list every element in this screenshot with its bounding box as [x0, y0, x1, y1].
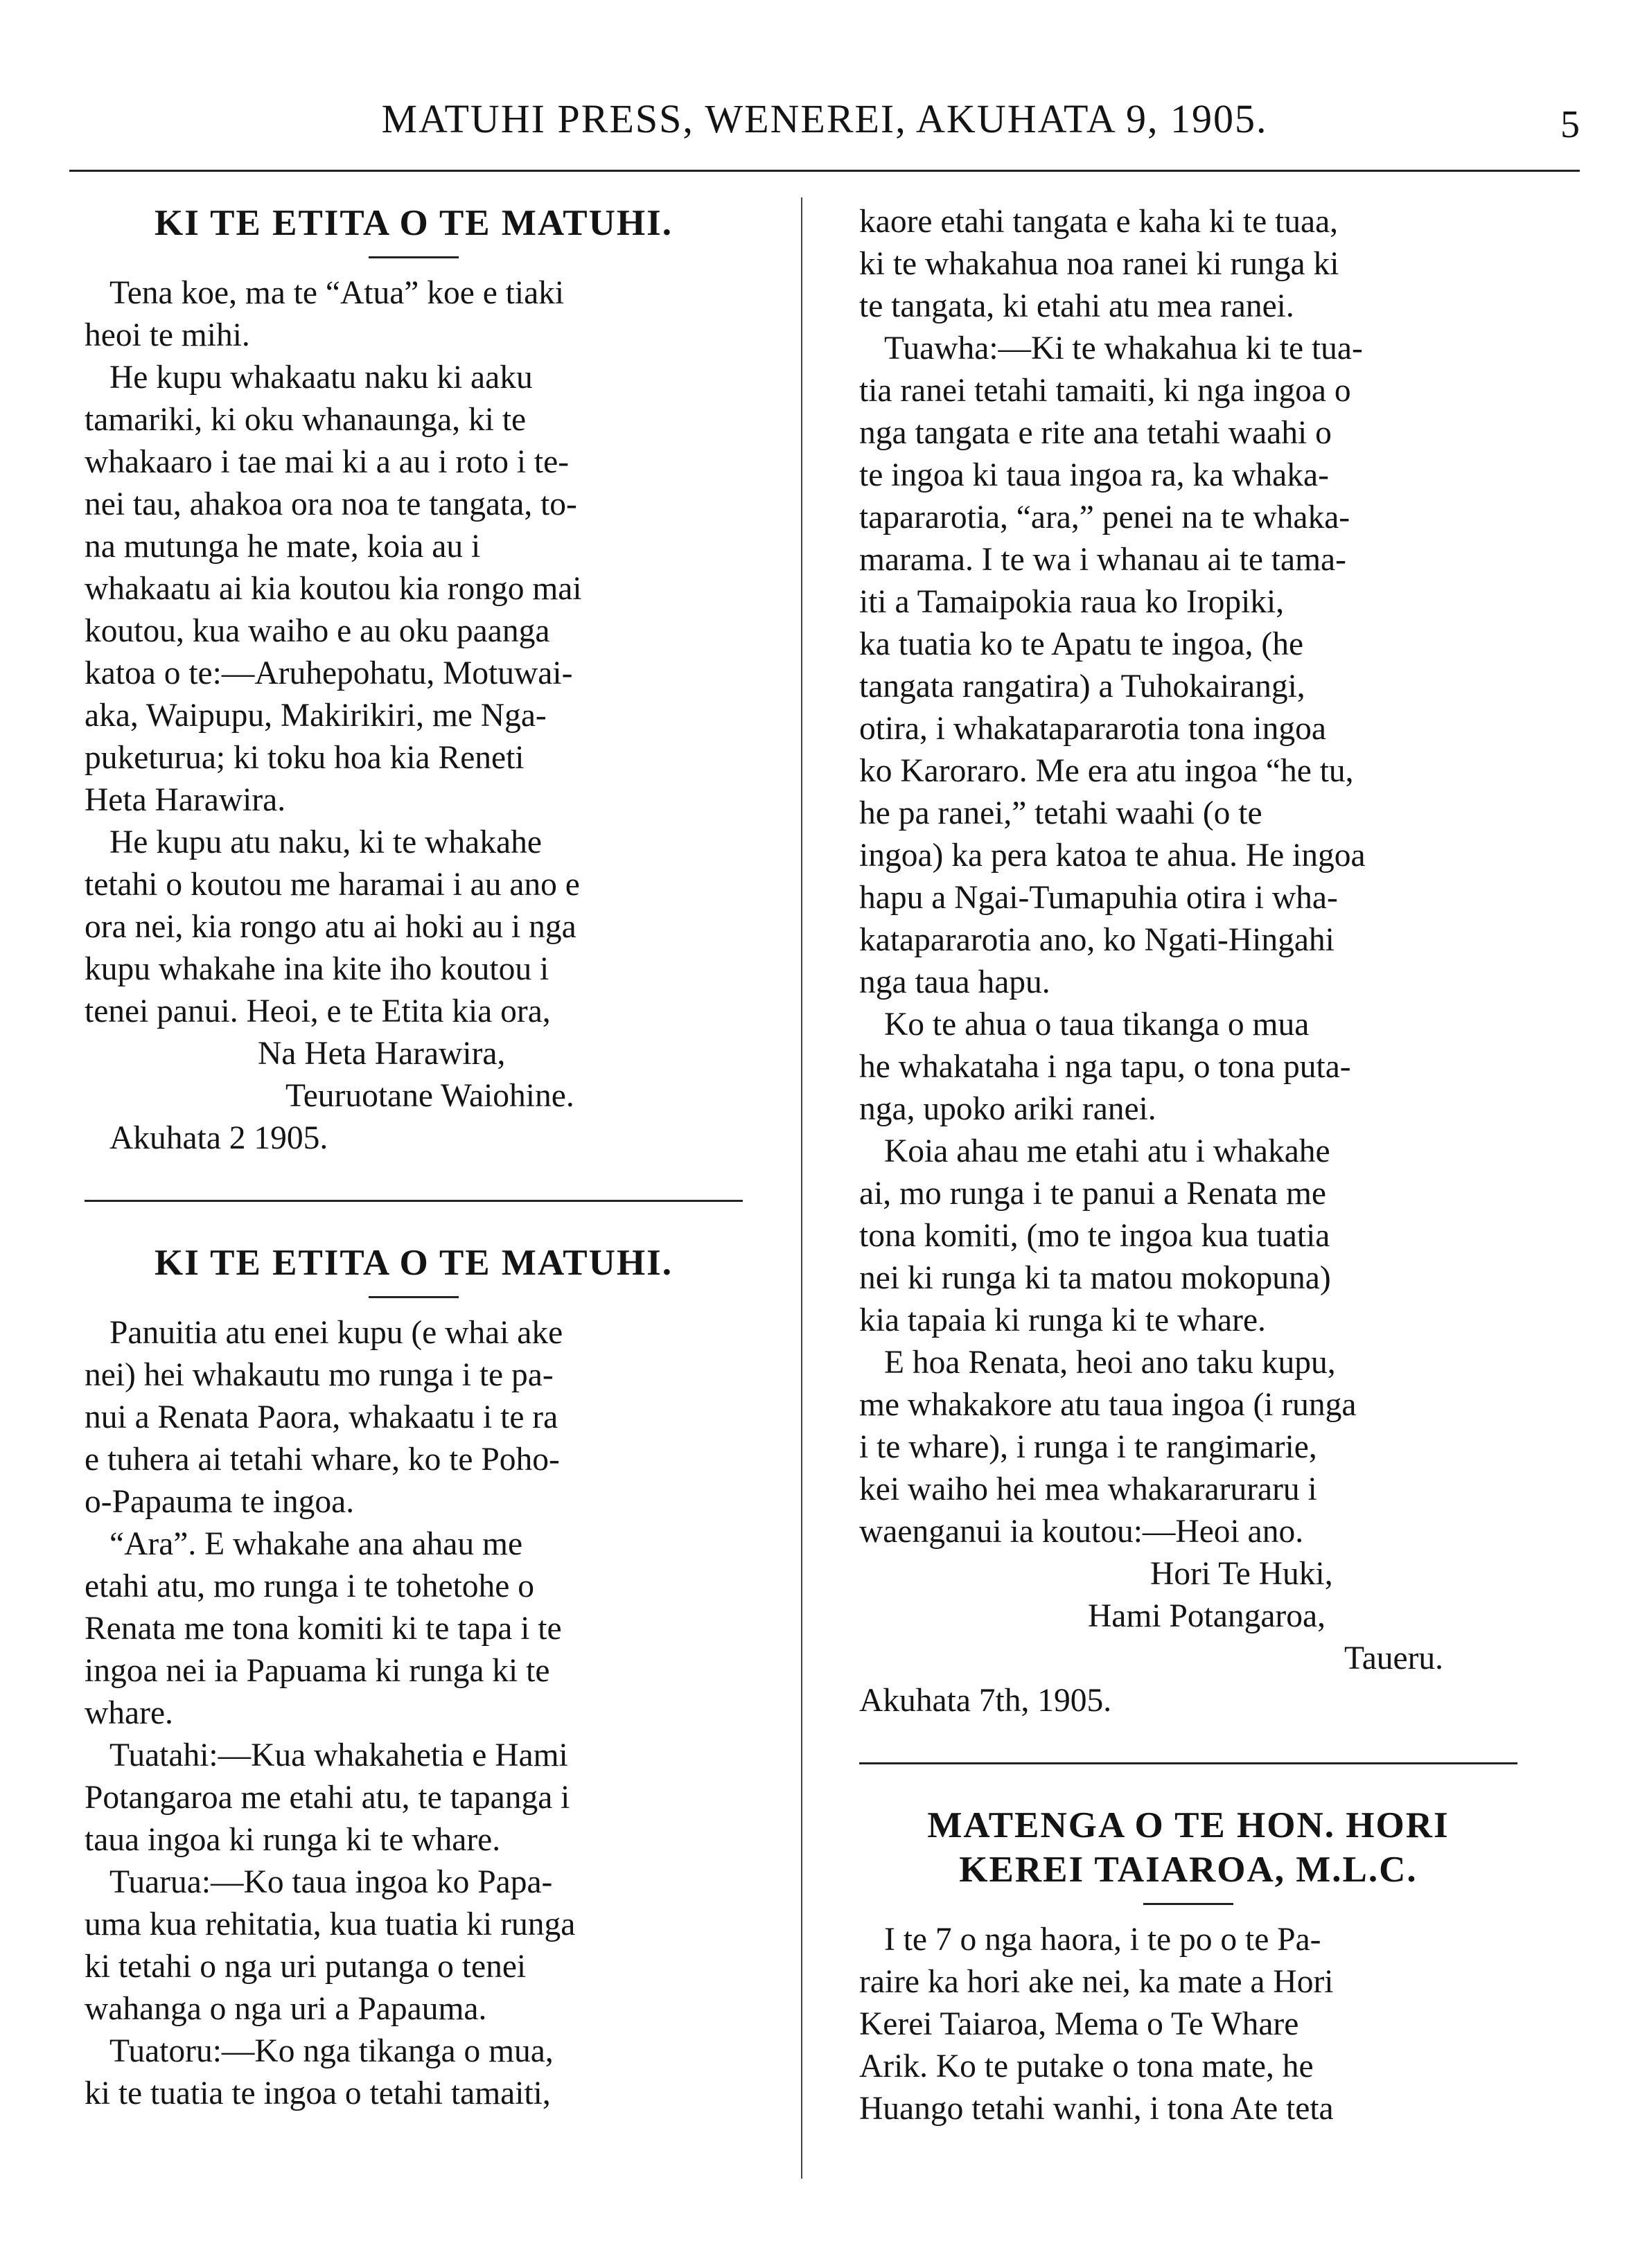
section-title: KI TE ETITA O TE MATUHI.: [155, 203, 673, 243]
signature-name: Hami Potangaroa,: [1088, 1598, 1326, 1634]
paragraph: “Ara”. E whakahe ana ahau me etahi atu, mo runga i te tohetohe o Renata me tona komiti ki te tapa i te ingoa nei ia Papuama ki runga ki te whare.: [85, 1526, 562, 1731]
obituary-article: [859, 1803, 1517, 2130]
paragraph: E hoa Renata, heoi ano taku kupu, me whakakore atu taua ingoa (i runga i te whare), i runga i te rangimarie, kei waiho hei mea whakararuraru i waenganui ia koutou:—Heoi ano.: [859, 1345, 1357, 1550]
right-column: [859, 201, 1517, 2130]
letter-continued: [859, 201, 1517, 1722]
letter-to-editor-2: [85, 1241, 743, 2115]
paragraph: Tuatoru:—Ko nga tikanga o mua, ki te tuatia te ingoa o tetahi tamaiti,: [85, 2033, 554, 2111]
title-rule: [369, 1296, 459, 1298]
paragraph: He kupu whakaatu naku ki aaku tamariki, ki oku whanaunga, ki te whakaaro i tae mai ki a au i roto i te- nei tau, ahakoa ora noa te tangata, to- na mutunga he mate, koia au i whakaatu ai kia koutou kia rongo mai koutou, kua waiho e au oku paanga katoa o te:—Aruhepohatu, Motuwai- aka, Waipupu, Makirikiri, me Nga- puketurua; ki toku hoa kia Reneti Heta Harawira.: [85, 360, 582, 818]
page-header: [69, 83, 1580, 159]
paragraph: Tuawha:—Ki te whakahua ki te tua- tia ranei tetahi tamaiti, ki nga ingoa o nga tangata e rite ana tetahi waahi o te ingoa ki taua ingoa ra, ka whaka- tapararotia, “ara,” penei na te whaka- marama. I te wa i whanau ai te tama- iti a Tamaipokia raua ko Iropiki, ka tuatia ko te Apatu te ingoa, (he tangata rangatira) a Tuhokairangi, otira, i whakatapararotia tona ingoa ko Karoraro. Me era atu ingoa “he tu, he pa ranei,” tetahi waahi (o te ingoa) ka pera katoa te ahua. He ingoa hapu a Ngai-Tumapuhia otira i wha- katapararotia ano, ko Ngati-Hingahi nga taua hapu.: [859, 330, 1366, 1000]
paragraph: Ko te ahua o taua tikanga o mua he whakataha i nga tapu, o tona puta- nga, upoko ariki ranei.: [859, 1007, 1351, 1127]
article-title-line-2: KEREI TAIAROA, M.L.C.: [959, 1850, 1418, 1890]
signature-place: Teuruotane Waiohine.: [285, 1078, 574, 1114]
paragraph: I te 7 o nga haora, i te po o te Pa- raire ka hori ake nei, ka mate a Hori Kerei Taiaroa, Mema o Te Whare Arik. Ko te putake o tona mate, he Huango tetahi wanhi, i tona Ate teta: [859, 1922, 1334, 2127]
signature-name: Na Heta Harawira,: [258, 1036, 506, 1072]
title-rule: [1143, 1903, 1233, 1905]
paragraph: Tuarua:—Ko taua ingoa ko Papa- uma kua rehitatia, kua tuatia ki runga ki tetahi o nga uri putanga o tenei wahanga o nga uri a Papauma.: [85, 1864, 576, 2027]
paragraph: Tena koe, ma te “Atua” koe e tiaki heoi te mihi.: [85, 275, 565, 353]
page-number: 5: [1560, 103, 1580, 146]
header-rule: [69, 170, 1580, 172]
column-divider: [801, 197, 802, 2179]
signature-place: Taueru.: [1344, 1640, 1444, 1676]
section-separator: [859, 1762, 1517, 1764]
article-title-line-1: MATENGA O TE HON. HORI: [927, 1805, 1450, 1845]
left-column: [85, 201, 743, 2115]
paragraph: Tuatahi:—Kua whakahetia e Hami Potangaroa me etahi atu, te tapanga i taua ingoa ki runga ki te whare.: [85, 1737, 570, 1858]
paragraph: Koia ahau me etahi atu i whakahe ai, mo runga i te panui a Renata me tona komiti, (mo te ingoa kua tuatia nei ki runga ki ta matou mokopuna) kia tapaia ki runga ki te whare.: [859, 1133, 1331, 1338]
section-separator: [85, 1200, 743, 1202]
paragraph: kaore etahi tangata e kaha ki te tuaa, ki te whakahua noa ranei ki runga ki te tangata, ki etahi atu mea ranei.: [859, 204, 1339, 324]
section-title: KI TE ETITA O TE MATUHI.: [155, 1243, 673, 1283]
header-title: MATUHI PRESS, WENEREI, AKUHATA 9, 1905.: [381, 96, 1268, 141]
title-rule: [369, 256, 459, 258]
paragraph: He kupu atu naku, ki te whakahe tetahi o koutou me haramai i au ano e ora nei, kia rongo atu ai hoki au i nga kupu whakahe ina kite iho koutou i tenei panui. Heoi, e te Etita kia ora,: [85, 824, 580, 1029]
letter-date: Akuhata 7th, 1905.: [859, 1683, 1112, 1719]
signature-name: Hori Te Huki,: [1150, 1556, 1333, 1592]
letter-to-editor-1: [85, 201, 743, 1160]
letter-date: Akuhata 2 1905.: [109, 1120, 328, 1156]
paragraph: Panuitia atu enei kupu (e whai ake nei) hei whakautu mo runga i te pa- nui a Renata Paora, whakaatu i te ra e tuhera ai tetahi whare, ko te Poho- o-Papauma te ingoa.: [85, 1315, 563, 1520]
